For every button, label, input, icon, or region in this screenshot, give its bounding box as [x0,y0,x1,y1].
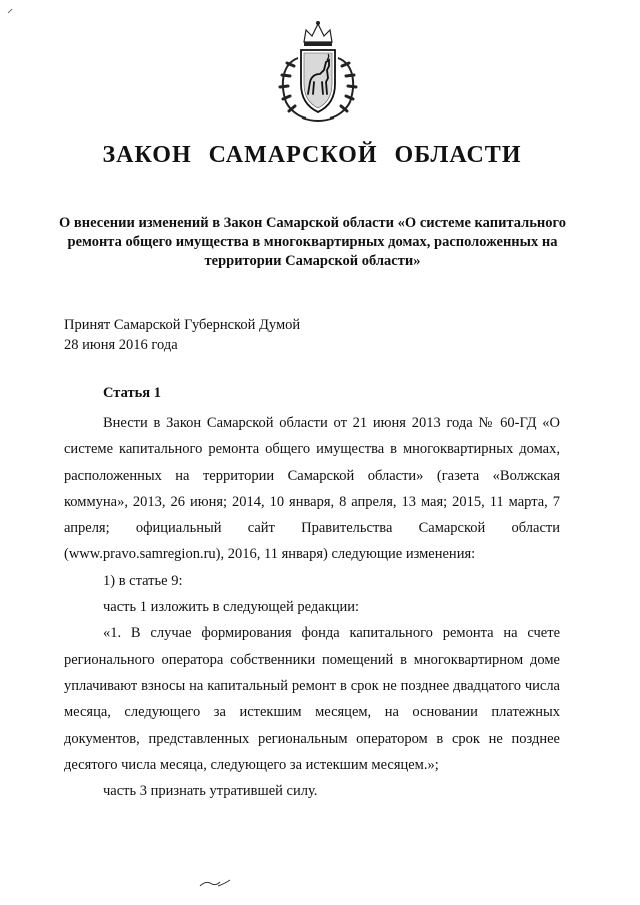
article-body [64,410,560,804]
adopted-date-text: 28 июня 2016 года [64,337,178,353]
handwritten-signature-icon [198,876,232,890]
law-subtitle: О внесении изменений в Закон Самарской области «О системе капитального ремонта общего имущества в многоквартирных домах, расположенных на территории Самарской области» [59,215,566,269]
article-heading: Статья 1 [103,385,161,401]
paragraph-part-3: часть 3 признать утратившей силу. [103,783,318,800]
paragraph-part-1-text: «1. В случае формирования фонда капитального ремонта на счете регионального оператора собственники помещений в многоквартирном доме уплачивают взносы на капитальный ремонт в срок не позднее двадцатого числа месяца, следующего за истекшим месяцем, на основании платежных документов, представленных региональным оператором в срок не позднее десятого числа месяца, следующего за истекшим месяцем.»; [64,625,560,773]
paragraph-amendment-intro: Внести в Закон Самарской области от 21 июня 2013 года № 60-ГД «О системе капитального ремонта общего имущества в многоквартирных домах, расположенных на территории Самарской области» (газета «Волжская коммуна», 2013, 26 июня; 2014, 10 января, 8 апреля, 13 мая; 2015, 11 марта, 7 апреля; официальный сайт Правительства Самарской области (www.pravo.samregion.ru), 2016, 11 января) следующие изменения: [64,415,560,563]
paragraph-item-1: 1) в статье 9: [103,572,183,589]
adopted-by-text: Принят Самарской Губернской Думой [64,317,301,333]
adoption-block [64,315,464,355]
paragraph-part-1-intro: часть 1 изложить в следующей редакции: [103,599,360,616]
corner-mark-icon [7,8,13,14]
samara-region-coat-of-arms-icon [268,18,368,124]
law-title: ЗАКОН САМАРСКОЙ ОБЛАСТИ [102,142,522,168]
